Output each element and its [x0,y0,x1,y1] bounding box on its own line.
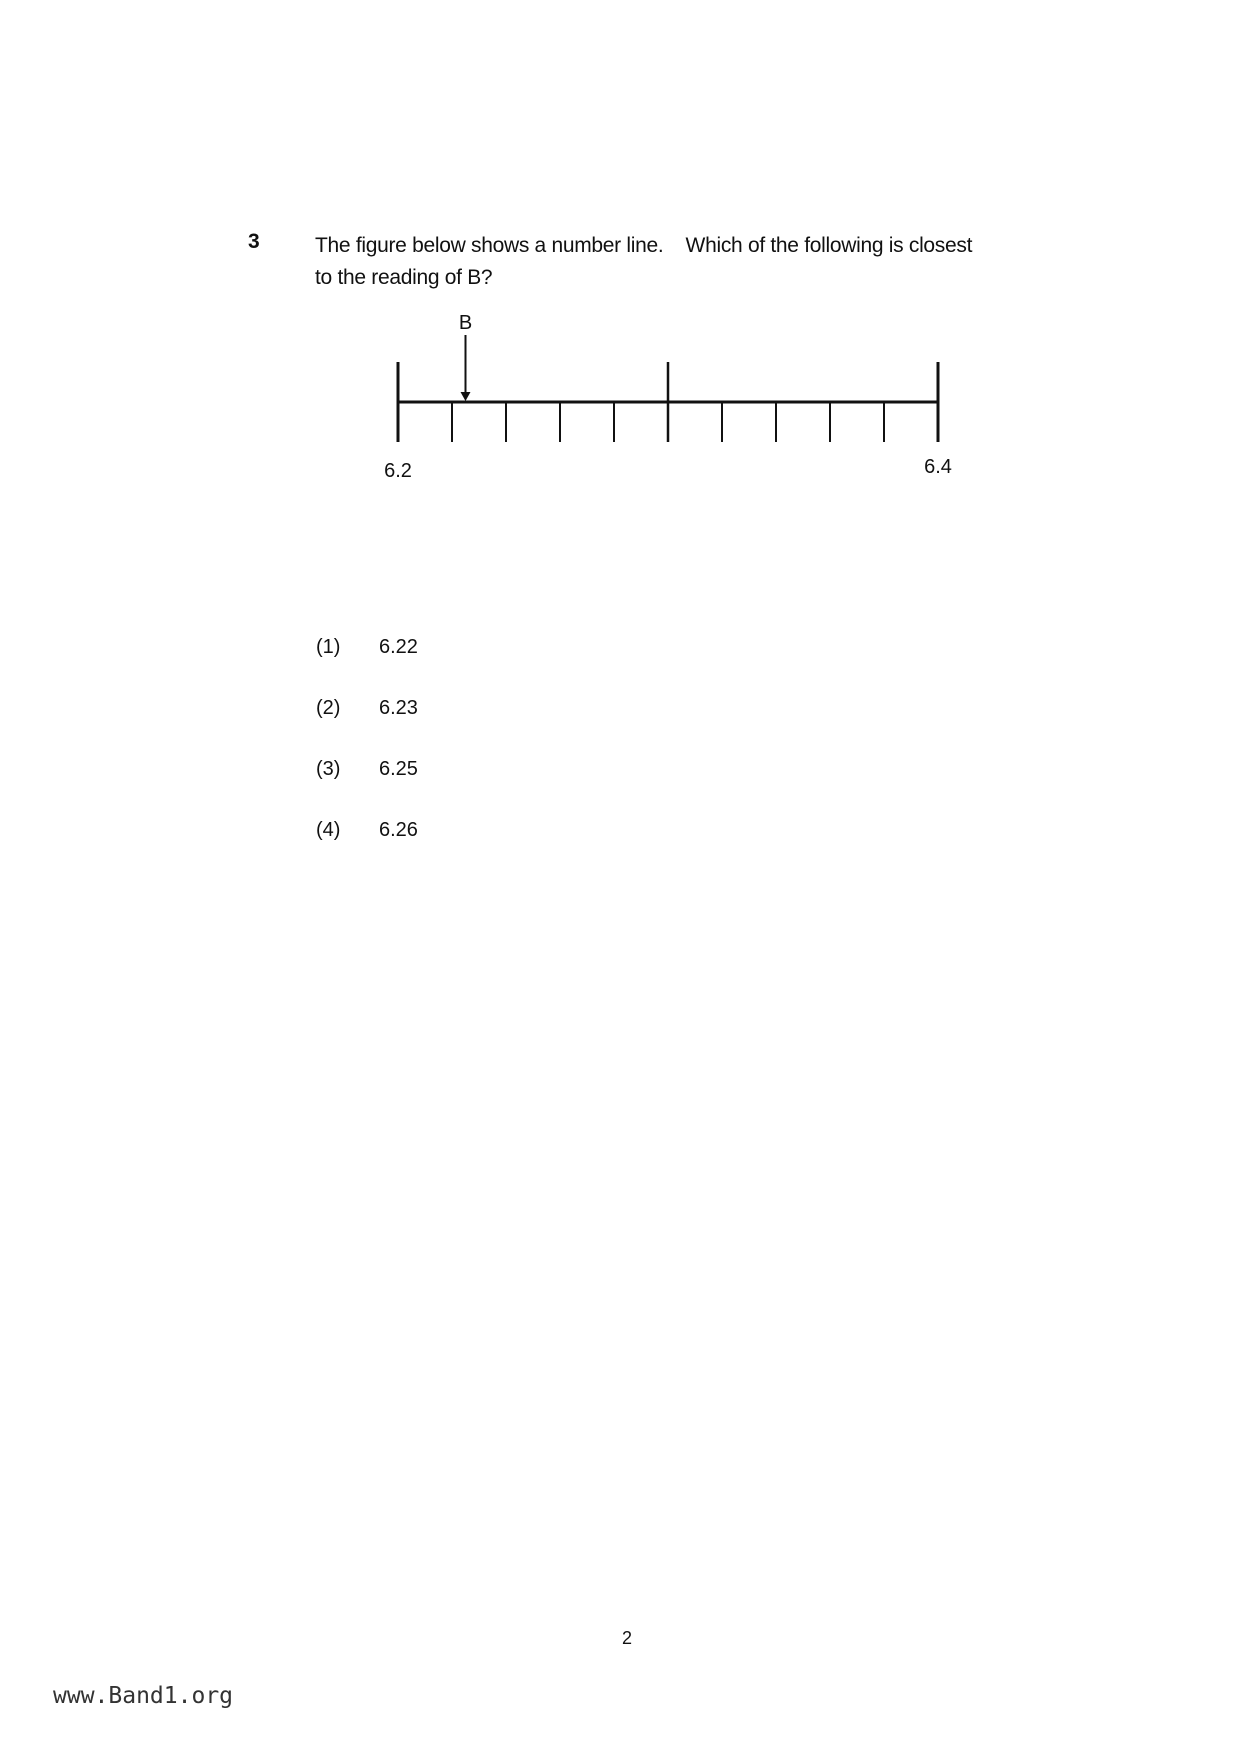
option-number: (1) [316,636,341,658]
option-number: (4) [316,819,341,841]
question-number: 3 [248,230,260,253]
option-value: 6.22 [379,636,418,658]
question-text-line-2: to the reading of B? [315,266,493,289]
option-value: 6.23 [379,697,418,719]
pointer-label: B [458,312,473,334]
end-label: 6.4 [924,456,952,478]
watermark-url: www.Band1.org [53,1683,234,1709]
number-line-figure [370,305,970,495]
pointer-arrow [461,335,471,401]
question-text [315,230,1055,294]
start-label: 6.2 [384,460,412,482]
pointer-arrowhead [461,392,471,401]
option-value: 6.25 [379,758,418,780]
page-number: 2 [622,1628,633,1648]
option-number: (2) [316,697,341,719]
option-number: (3) [316,758,341,780]
question-text-line-1: The figure below shows a number line. Which of the following is closest [315,234,973,257]
option-value: 6.26 [379,819,418,841]
